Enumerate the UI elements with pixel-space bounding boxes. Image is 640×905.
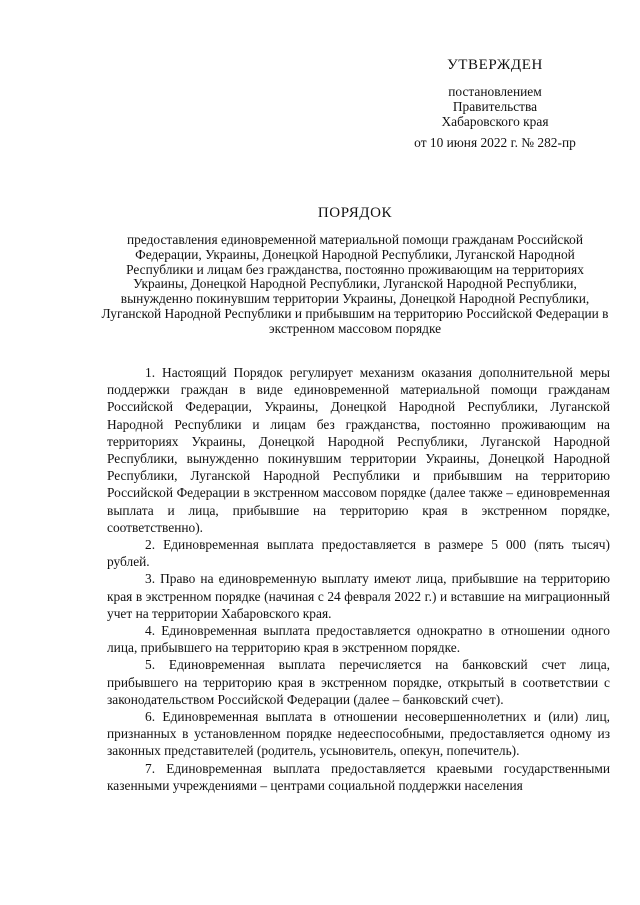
paragraph-3: 3. Право на единовременную выплату имеют лица, прибывшие на территорию края в экстренном порядке (начиная с 24 февраля 2022 г.) и вставшие на миграционный учет на территории Хабаровского края. bbox=[107, 571, 610, 621]
approval-stamp bbox=[370, 58, 620, 150]
paragraph-4: 4. Единовременная выплата предоставляется однократно в отношении одного лица, прибывшего на территорию края в экстренном порядке. bbox=[107, 623, 610, 656]
paragraph-6: 6. Единовременная выплата в отношении несовершеннолетних и (или) лиц, признанных в установленном порядке недееспособными, предоставляется одному из законных представителей (родитель, усыновитель, опекун, попечитель). bbox=[107, 709, 610, 759]
paragraph-1: 1. Настоящий Порядок регулирует механизм оказания дополнительной меры поддержки граждан в виде единовременной материальной помощи гражданам Российской Федерации, Украины, Донецкой Народной Республики, Луганской Народной Республики и лицам без гражданства, постоянно проживающим на территориях Украины, Донецкой Народной Республики, Луганской Народной Республики, вынужденно покинувшим территории Украины, Донецкой Народной Республики, Луганской Народной Республики и прибывшим на территорию Российской Федерации в экстренном массовом порядке (далее также – единовременная выплата и лица, прибывшие на территорию края в экстренном порядке, соответственно). bbox=[107, 365, 610, 535]
document-body bbox=[107, 364, 610, 794]
document-title: ПОРЯДОК bbox=[317, 205, 393, 221]
paragraph-7: 7. Единовременная выплата предоставляется краевыми государственными казенными учреждениями – центрами социальной поддержки населения bbox=[107, 760, 610, 793]
approval-line-1: постановлением bbox=[448, 84, 542, 99]
approval-date: от 10 июня 2022 г. № 282-пр bbox=[414, 135, 576, 150]
approval-heading: УТВЕРЖДЕН bbox=[447, 57, 543, 73]
document-title-block bbox=[95, 205, 615, 337]
approval-line-2: Правительства bbox=[452, 99, 538, 114]
document-subtitle: предоставления единовременной материальной помощи гражданам Российской Федерации, Украины, Донецкой Народной Республики, Луганской Народной Республики и лицам без гражданства, постоянно проживающим на территориях Украины, Донецкой Народной Республики, Луганской Народной Республики, вынужденно покинувшим территории Украины, Донецкой Народной Республики, Луганской Народной Республики и прибывшим на территорию Российской Федерации в экстренном массовом порядке bbox=[101, 232, 609, 336]
approval-line-3: Хабаровского края bbox=[441, 114, 549, 129]
paragraph-5: 5. Единовременная выплата перечисляется на банковский счет лица, прибывшего на территорию края в экстренном порядке, открытый в соответствии с законодательством Российской Федерации (далее – банковский счет). bbox=[107, 657, 610, 707]
paragraph-2: 2. Единовременная выплата предоставляется в размере 5 000 (пять тысяч) рублей. bbox=[107, 537, 610, 570]
